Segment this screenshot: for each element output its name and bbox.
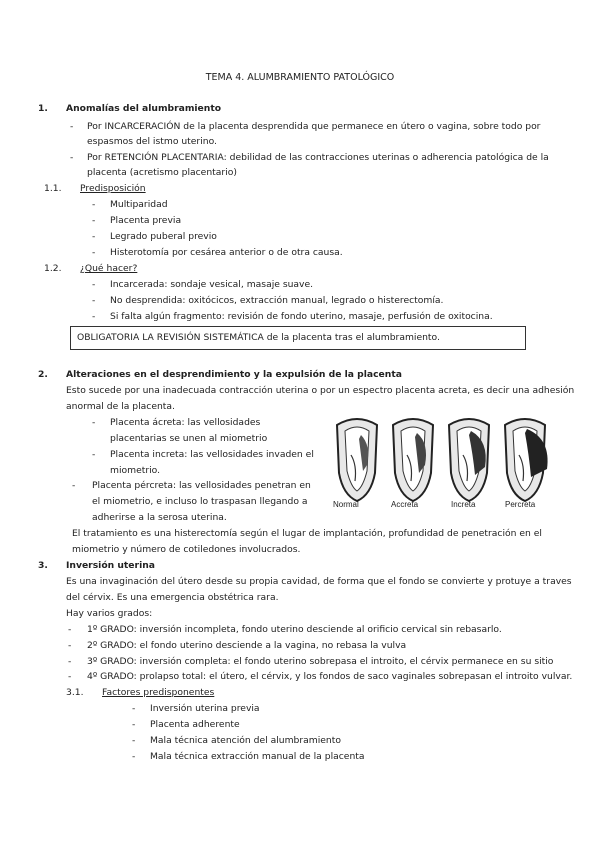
section-3-paragraph-1-line-1: Es una invaginación del útero desde su propia cavidad, de forma que el fondo se convierte y protuye a traves	[66, 576, 572, 587]
bullet-dash: -	[92, 417, 96, 428]
bullet-dash: -	[68, 656, 72, 667]
list-item: Mala técnica atención del alumbramiento	[150, 735, 341, 746]
section-1-bullet-2-line-2: placenta (acretismo placentario)	[87, 167, 237, 178]
list-item: Multiparidad	[110, 199, 168, 210]
section-2-number: 2.	[38, 369, 48, 380]
list-item: Incarcerada: sondaje vesical, masaje suave.	[110, 279, 314, 290]
bullet-dash: -	[132, 703, 136, 714]
increta-line-1: Placenta increta: las vellosidades invaden el	[110, 449, 314, 460]
grade-item: 2º GRADO: el fondo uterino desciende a la vagina, no rebasa la vulva	[87, 640, 407, 651]
placenta-adhesion-figure	[325, 411, 557, 515]
grade-item: 4º GRADO: prolapso total: el útero, el cérvix, y los fondos de saco vaginales sobrepasan el introito vulvar.	[87, 671, 573, 682]
subsection-1-2-heading: ¿Qué hacer?	[80, 263, 138, 274]
bullet-dash: -	[132, 719, 136, 730]
bullet-dash: -	[92, 199, 96, 210]
section-2-paragraph-1-line-2: anormal de la placenta.	[66, 401, 175, 412]
bullet-dash: -	[92, 215, 96, 226]
section-2-paragraph-2-line-1: El tratamiento es una histerectomía según el lugar de implantación, profundidad de penetración en el	[72, 528, 542, 539]
important-note-text: OBLIGATORIA LA REVISIÓN SISTEMÁTICA de la placenta tras el alumbramiento.	[77, 332, 440, 343]
bullet-dash: -	[68, 624, 72, 635]
bullet-dash: -	[92, 231, 96, 242]
list-item: No desprendida: oxitócicos, extracción manual, legrado o histerectomía.	[110, 295, 444, 306]
bullet-dash: -	[70, 152, 74, 163]
subsection-3-1-number: 3.1.	[66, 687, 84, 698]
section-3-paragraph-2: Hay varios grados:	[66, 608, 153, 619]
section-3-paragraph-1-line-2: del cérvix. Es una emergencia obstétrica rara.	[66, 592, 279, 603]
subsection-1-2-number: 1.2.	[44, 263, 62, 274]
bullet-dash: -	[70, 121, 74, 132]
bullet-dash: -	[92, 311, 96, 322]
figure-label-percreta: Percreta	[505, 500, 536, 509]
subsection-3-1-heading: Factores predisponentes	[102, 687, 215, 698]
section-1-heading: Anomalías del alumbramiento	[66, 103, 222, 114]
percreta-line-1: Placenta pércreta: las vellosidades penetran en	[92, 480, 311, 491]
list-item: Histerotomía por cesárea anterior o de otra causa.	[110, 247, 343, 258]
bullet-dash: -	[68, 671, 72, 682]
grade-item: 1º GRADO: inversión incompleta, fondo uterino desciende al orificio cervical sin rebasarlo.	[87, 624, 502, 635]
section-1-bullet-1-line-1: Por INCARCERACIÓN de la placenta desprendida que permanece en útero o vagina, sobre todo por	[87, 121, 541, 132]
grade-item: 3º GRADO: inversión completa: el fondo uterino sobrepasa el introito, el cérvix permanece en su sitio	[87, 656, 554, 667]
list-item: Mala técnica extracción manual de la placenta	[150, 751, 365, 762]
section-3-number: 3.	[38, 560, 48, 571]
figure-label-accreta: Accreta	[391, 500, 419, 509]
list-item: Placenta previa	[110, 215, 182, 226]
figure-label-increta: Increta	[451, 500, 476, 509]
bullet-dash: -	[92, 247, 96, 258]
section-3-heading: Inversión uterina	[66, 560, 155, 571]
bullet-dash: -	[92, 295, 96, 306]
bullet-dash: -	[92, 279, 96, 290]
section-2-paragraph-2-line-2: miometrio y número de cotiledones involucrados.	[72, 544, 301, 555]
section-1-bullet-2-line-1: Por RETENCIÓN PLACENTARIA: debilidad de las contracciones uterinas o adherencia patológica de la	[87, 152, 549, 163]
list-item: Placenta adherente	[150, 719, 240, 730]
bullet-dash: -	[92, 449, 96, 460]
subsection-1-1-heading: Predisposición	[80, 183, 146, 194]
section-2-heading: Alteraciones en el desprendimiento y la expulsión de la placenta	[66, 369, 402, 380]
section-2-paragraph-1-line-1: Esto sucede por una inadecuada contracción uterina o por un espectro placenta acreta, es decir una adhesión	[66, 385, 575, 396]
bullet-dash: -	[68, 640, 72, 651]
list-item: Inversión uterina previa	[150, 703, 260, 714]
bullet-dash: -	[72, 480, 76, 491]
increta-line-2: miometrio.	[110, 465, 161, 476]
percreta-line-2: el miometrio, e incluso lo traspasan llegando a	[92, 496, 308, 507]
important-note-box	[70, 326, 526, 350]
bullet-dash: -	[132, 751, 136, 762]
section-1-bullet-1-line-2: espasmos del istmo uterino.	[87, 136, 217, 147]
page-title: TEMA 4. ALUMBRAMIENTO PATOLÓGICO	[205, 72, 395, 83]
percreta-line-3: adherirse a la serosa uterina.	[92, 512, 227, 523]
section-1-number: 1.	[38, 103, 48, 114]
subsection-1-1-number: 1.1.	[44, 183, 62, 194]
acreta-line-1: Placenta ácreta: las vellosidades	[110, 417, 261, 428]
bullet-dash: -	[132, 735, 136, 746]
figure-label-normal: Normal	[333, 500, 359, 509]
list-item: Legrado puberal previo	[110, 231, 217, 242]
acreta-line-2: placentarias se unen al miometrio	[110, 433, 268, 444]
list-item: Si falta algún fragmento: revisión de fondo uterino, masaje, perfusión de oxitocina.	[110, 311, 493, 322]
